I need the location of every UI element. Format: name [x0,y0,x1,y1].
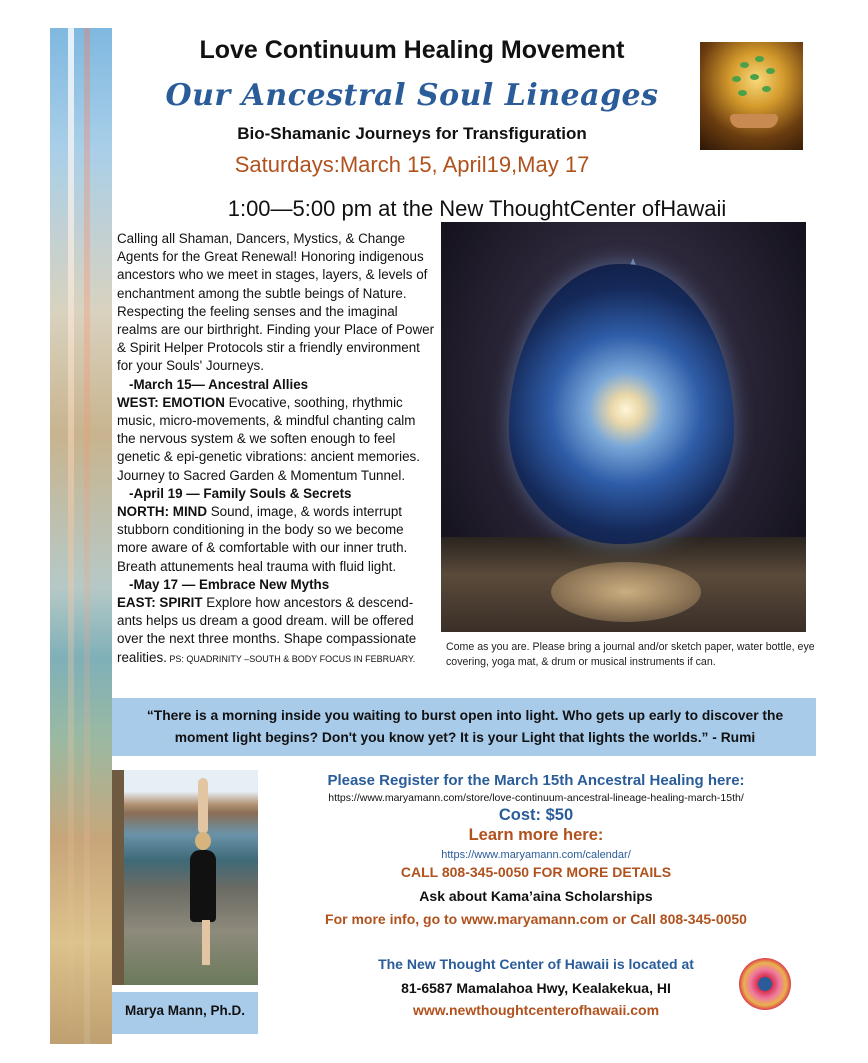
tree-trunk [112,770,124,985]
scholarship-note: Ask about Kama’aina Scholarships [419,888,653,904]
droplet [509,264,734,544]
calendar-link[interactable]: https://www.maryamann.com/calendar/ [441,849,631,861]
direction-3: EAST: SPIRIT [117,595,203,611]
session-heading-1: -March 15— Ancestral Allies [129,376,309,392]
direction-1: WEST: EMOTION [117,394,225,410]
session-text-3: EAST: SPIRIT Explore how ancestors & descend-ants helps us dream a good dream. will be offered over the next three months. Shape compassionate realities. PS: QUADRINITY –SOUTH & BODY FOCUS IN FEBRUARY. [117,595,417,665]
session-text-2: NORTH: MIND Sound, image, & words interrupt stubborn conditioning in the body so we become more aware of & comfortable with our inner truth. Breath attunements heal trauma with fluid light. [117,504,408,574]
event-dates: Saturdays:March 15, April19,May 17 [234,152,590,177]
session-heading-3: -May 17 — Embrace New Myths [129,576,330,592]
hand-shape [730,114,778,128]
register-link[interactable]: https://www.maryamann.com/store/love-continuum-ancestral-lineage-healing-march-15th/ [328,792,744,804]
rumi-quote: “There is a morning inside you waiting to burst open into light. Who gets up early to discover the moment light begins? Don't you know yet? It is your Light that lights the worlds.” - Rumi [146,708,784,745]
ps-note: PS: QUADRINITY –SOUTH & BODY FOCUS IN FEBRUARY. [166,653,416,664]
call-for-details: CALL 808-345-0050 FOR MORE DETAILS [400,864,672,880]
presenter-name: Marya Mann, Ph.D. [124,1003,246,1018]
rainbow-streak [68,28,74,1044]
mandala-logo [739,958,791,1010]
tagline: Bio-Shamanic Journeys for Transfiguration [237,124,587,143]
more-info-line: For more info, go to www.maryamann.com or Call 808-345-0050 [325,911,747,927]
beach-photo-strip [50,28,112,1044]
presenter-photo [112,770,258,985]
reflection [551,562,701,622]
cost: Cost: $50 [498,806,574,824]
session-text-1: WEST: EMOTION Evocative, soothing, rhythmic music, micro-movements, & mindful chanting calm the nervous system & we soften enough to feel genetic & epi-genetic vibrations: ancient memories. Journey to Sacred Garden & Momentum Tunnel. [117,394,420,483]
intro-paragraph: Calling all Shaman, Dancers, Mystics, & Change Agents for the Great Renewal! Honoring indigenous ancestors who we meet in stages, layers, & levels of enchantment among the subtle beings of Nature. Respecting the feeling senses and the imaginal realms are our birthright. Finding your Place of Power & Spirit Helper Protocols stir a friendly environment for your Souls' Journeys. [117,231,435,374]
direction-2: NORTH: MIND [117,504,208,520]
location-heading: The New Thought Center of Hawaii is located at [378,956,694,972]
register-heading: Please Register for the March 15th Ancestral Healing here: [327,772,745,789]
what-to-bring-caption: Come as you are. Please bring a journal and/or sketch paper, water bottle, eye covering, yoga mat, & drum or musical instruments if can. [446,641,815,668]
learn-more-heading: Learn more here: [468,826,604,844]
galaxy-droplet-image [441,222,806,632]
light-streak [84,28,90,1044]
time-and-venue: 1:00—5:00 pm at the New ThoughtCenter ofHawaii [227,196,727,221]
description-text [117,230,437,668]
main-title: Love Continuum Healing Movement [199,36,625,64]
session-heading-2: -April 19 — Family Souls & Secrets [129,485,352,501]
address: 81-6587 Mamalahoa Hwy, Kealakekua, HI [401,980,671,996]
subtitle: Our Ancestral Soul Lineages [165,78,659,113]
venue-website-link[interactable]: www.newthoughtcenterofhawaii.com [412,1002,660,1018]
tree-of-life-image [700,42,803,150]
